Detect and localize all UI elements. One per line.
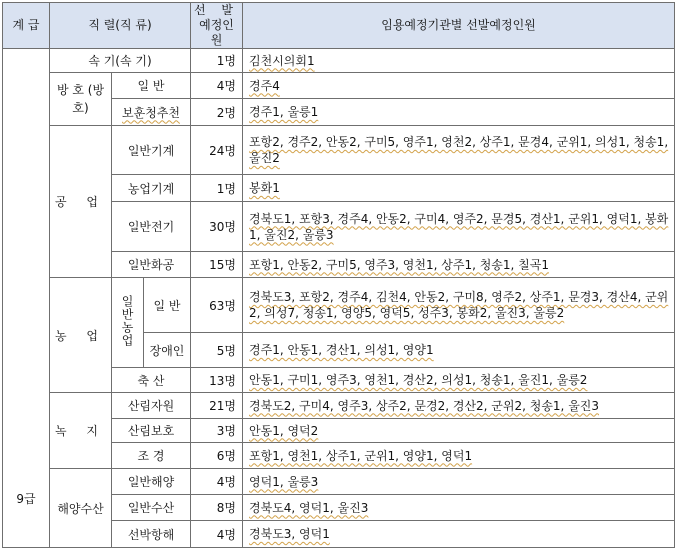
- count-cell: 15명: [191, 252, 243, 278]
- group-cell-nokji: 녹 지: [50, 393, 112, 469]
- recruitment-table: [2, 2, 675, 548]
- agencies-cell: 안동1, 영덕2: [243, 419, 675, 443]
- subgroup-cell-nongup: [112, 278, 144, 368]
- agencies-cell: 경북도3, 영덕1: [243, 521, 675, 548]
- count-cell: 1명: [191, 49, 243, 73]
- header-count: [191, 3, 243, 49]
- count-cell: 4명: [191, 469, 243, 495]
- count-cell: 13명: [191, 368, 243, 393]
- table-row: [3, 469, 675, 495]
- agencies-cell: 봉화1: [243, 175, 675, 202]
- job-cell: 조 경: [112, 443, 191, 469]
- count-cell: 3명: [191, 419, 243, 443]
- agencies-cell: 경북도2, 구미4, 영주3, 상주2, 문경2, 경산2, 군위2, 청송1, 울진3: [243, 393, 675, 419]
- header-count-line1: 선 발: [194, 3, 240, 17]
- group-cell-nongup: 농 업: [50, 278, 112, 393]
- job-cell: 농업기계: [112, 175, 191, 202]
- job-cell: 장애인: [144, 333, 191, 368]
- agencies-cell: 포항1, 영천1, 상주1, 군위1, 영양1, 영덕1: [243, 443, 675, 469]
- count-cell: 6명: [191, 443, 243, 469]
- count-cell: 4명: [191, 73, 243, 99]
- header-count-line2: 예정인원: [199, 18, 234, 47]
- table-row: [3, 393, 675, 419]
- job-cell: 일반해양: [112, 469, 191, 495]
- agencies-cell: 영덕1, 울릉3: [243, 469, 675, 495]
- header-job: 직 렬(직 류): [50, 3, 191, 49]
- count-cell: 5명: [191, 333, 243, 368]
- job-cell: 선박항해: [112, 521, 191, 548]
- header-agencies: 임용예정기관별 선발예정인원: [243, 3, 675, 49]
- job-cell: 일반화공: [112, 252, 191, 278]
- count-cell: 1명: [191, 175, 243, 202]
- group-label-bangho: 방 호 (방 호): [56, 83, 105, 115]
- job-cell: 일 반: [112, 73, 191, 99]
- agencies-cell: 김천시의회1: [243, 49, 675, 73]
- job-cell: 산림자원: [112, 393, 191, 419]
- table-row: [3, 73, 675, 99]
- job-cell: 속 기(속 기): [50, 49, 191, 73]
- count-cell: 30명: [191, 202, 243, 252]
- agencies-cell: 경북도3, 포항2, 경주4, 김천4, 안동2, 구미8, 영주2, 상주1, 문경3, 경산4, 군위2, 의성7, 청송1, 영양5, 영덕5, 성주3, 봉화2, 울진3, 울릉2: [243, 278, 675, 333]
- agencies-cell: 경북도1, 포항3, 경주4, 안동2, 구미4, 영주2, 문경5, 경산1, 군위1, 영덕1, 봉화1, 울진2, 울릉3: [243, 202, 675, 252]
- job-cell: 산림보호: [112, 419, 191, 443]
- subgroup-label-nongup: 일반농업: [120, 295, 134, 347]
- agencies-cell: 포항1, 안동2, 구미5, 영주3, 영천1, 상주1, 청송1, 칠곡1: [243, 252, 675, 278]
- agencies-cell: 안동1, 구미1, 영주3, 영천1, 경산2, 의성1, 청송1, 울진1, 울릉2: [243, 368, 675, 393]
- table-row: [3, 278, 675, 333]
- table-row: [3, 126, 675, 175]
- group-cell-gongup: 공 업: [50, 126, 112, 278]
- header-grade: 계 급: [3, 3, 50, 49]
- job-cell: 축 산: [112, 368, 191, 393]
- job-cell: 일반수산: [112, 495, 191, 521]
- agencies-cell: 경주1, 안동1, 경산1, 의성1, 영양1: [243, 333, 675, 368]
- agencies-cell: 포항2, 경주2, 안동2, 구미5, 영주1, 영천2, 상주1, 문경4, 군위1, 의성1, 청송1, 울진2: [243, 126, 675, 175]
- agencies-cell: 경주1, 울릉1: [243, 99, 675, 126]
- table-row: [3, 49, 675, 73]
- grade-cell: 9급: [3, 49, 50, 548]
- agencies-cell: 경북도4, 영덕1, 울진3: [243, 495, 675, 521]
- count-cell: 2명: [191, 99, 243, 126]
- agencies-cell: 경주4: [243, 73, 675, 99]
- count-cell: 63명: [191, 278, 243, 333]
- count-cell: 4명: [191, 521, 243, 548]
- group-cell-bangho: [50, 73, 112, 126]
- count-cell: 8명: [191, 495, 243, 521]
- table-header-row: [3, 3, 675, 49]
- count-cell: 21명: [191, 393, 243, 419]
- group-cell-haeyang: 해양수산: [50, 469, 112, 548]
- job-cell: 일 반: [144, 278, 191, 333]
- count-cell: 24명: [191, 126, 243, 175]
- job-cell: 일반기계: [112, 126, 191, 175]
- job-cell: 보훈청추천: [112, 99, 191, 126]
- job-cell: 일반전기: [112, 202, 191, 252]
